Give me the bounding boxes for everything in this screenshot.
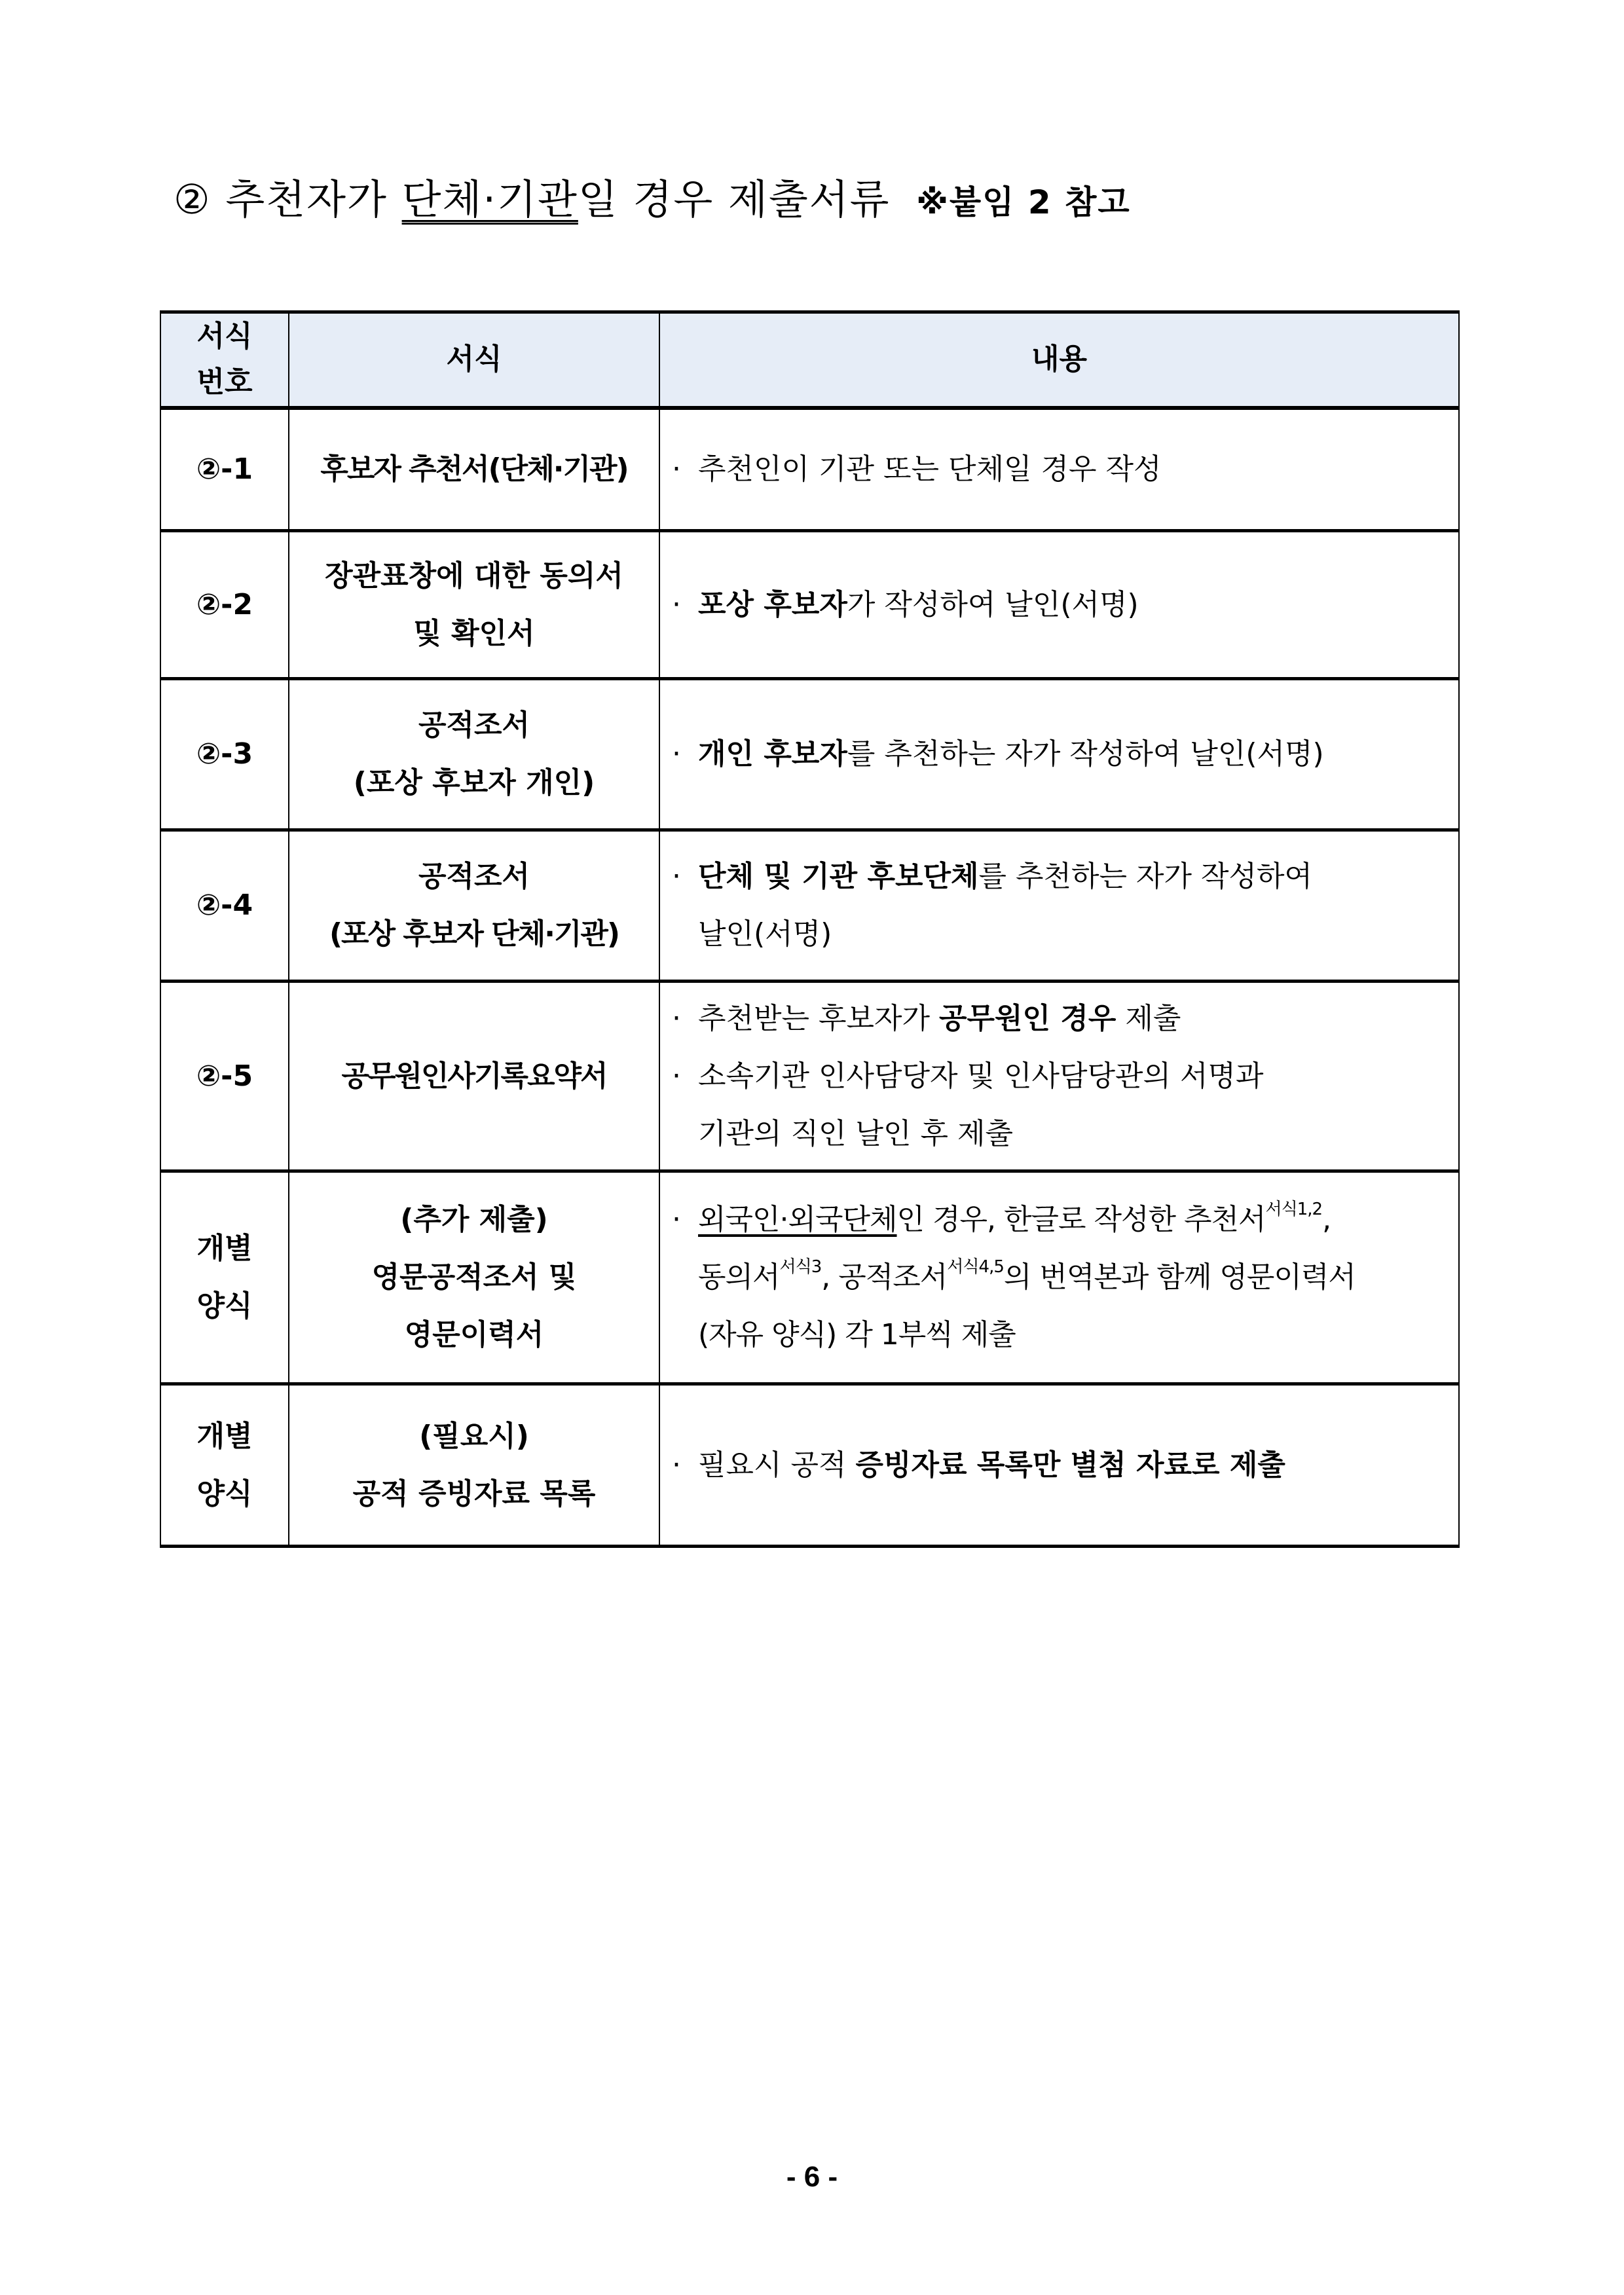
form-name-line: 영문이력서 bbox=[404, 1318, 544, 1351]
form-description bbox=[659, 408, 1459, 531]
desc-continuation: 기관의 직인 날인 후 제출 bbox=[698, 1116, 1013, 1150]
desc-bold: 증빙자료 목록만 별첨 자료로 제출 bbox=[855, 1448, 1285, 1482]
form-number bbox=[160, 1171, 289, 1384]
table-row bbox=[160, 1171, 1459, 1384]
form-number-line: 양식 bbox=[196, 1477, 253, 1511]
form-name-line: (필요시) bbox=[419, 1419, 529, 1453]
desc-text: , 공적조서 bbox=[821, 1260, 948, 1294]
form-number: ②-3 bbox=[160, 679, 289, 830]
header-form-number bbox=[160, 312, 289, 408]
table-header-row bbox=[160, 312, 1459, 408]
desc-text: 제출 bbox=[1116, 1001, 1181, 1035]
header-form: 서식 bbox=[289, 312, 659, 408]
desc-text: 를 추천하는 자가 작성하여 bbox=[978, 860, 1313, 893]
table-row bbox=[160, 830, 1459, 982]
desc-text: 필요시 공적 bbox=[698, 1448, 856, 1482]
bullet: · bbox=[672, 452, 681, 486]
form-description bbox=[659, 1171, 1459, 1384]
table-row bbox=[160, 982, 1459, 1171]
table-row bbox=[160, 408, 1459, 531]
form-name-line: 영문공적조서 및 bbox=[371, 1260, 577, 1294]
desc-text: 소속기관 인사담당자 및 인사담당관의 서명과 bbox=[698, 1059, 1264, 1093]
form-name-line: 공적조서 bbox=[418, 860, 530, 893]
desc-text: 동의서 bbox=[698, 1260, 780, 1294]
desc-underlined: 외국인·외국단체 bbox=[698, 1203, 897, 1236]
bullet: · bbox=[672, 860, 681, 893]
desc-continuation: (자유 양식) 각 1부씩 제출 bbox=[698, 1318, 1016, 1351]
header-content: 내용 bbox=[659, 312, 1459, 408]
form-number: ②-4 bbox=[160, 830, 289, 982]
form-number-line: 개별 bbox=[196, 1232, 253, 1265]
form-name-line: 공적조서 bbox=[418, 708, 530, 742]
form-name-line: (포상 후보자 개인) bbox=[353, 766, 595, 799]
bullet: · bbox=[672, 1448, 681, 1482]
form-description bbox=[659, 679, 1459, 830]
desc-bold: 개인 후보자 bbox=[698, 737, 847, 771]
reference-note: ※붙임 2 참고 bbox=[916, 183, 1131, 221]
form-number-line: 개별 bbox=[196, 1419, 253, 1453]
form-ref-superscript: 서식4,5 bbox=[947, 1257, 1004, 1277]
table-row bbox=[160, 1384, 1459, 1547]
desc-text: 인 경우, 한글로 작성한 추천서 bbox=[896, 1203, 1266, 1236]
form-name bbox=[289, 408, 659, 531]
title-underlined: 단체·기관 bbox=[401, 175, 578, 223]
bullet: · bbox=[672, 1059, 681, 1093]
header-num-line: 서식 bbox=[196, 320, 253, 354]
page-number: - 6 - bbox=[786, 2161, 838, 2193]
form-ref-superscript: 서식3 bbox=[779, 1257, 822, 1277]
bullet: · bbox=[672, 1001, 681, 1035]
desc-bold: 단체 및 기관 후보단체 bbox=[698, 860, 979, 893]
form-description bbox=[659, 830, 1459, 982]
form-name-line: (추가 제출) bbox=[400, 1203, 548, 1236]
desc-text: 의 번역본과 함께 영문이력서 bbox=[1003, 1260, 1356, 1294]
form-description bbox=[659, 531, 1459, 679]
title-prefix: 추천자가 bbox=[225, 175, 402, 223]
desc-bold: 포상 후보자 bbox=[698, 587, 847, 621]
form-name-line: 및 확인서 bbox=[413, 616, 535, 650]
form-name-line: 공적 증빙자료 목록 bbox=[352, 1477, 596, 1511]
form-name bbox=[289, 830, 659, 982]
form-name bbox=[289, 1171, 659, 1384]
desc-text: 추천받는 후보자가 bbox=[698, 1001, 940, 1035]
header-num-line: 번호 bbox=[196, 365, 253, 399]
form-name bbox=[289, 531, 659, 679]
form-description bbox=[659, 1384, 1459, 1547]
form-number-line: 양식 bbox=[196, 1289, 253, 1323]
desc-continuation: 날인(서명) bbox=[698, 917, 832, 951]
desc-text: 가 작성하여 날인(서명) bbox=[847, 587, 1139, 621]
form-name-line: 장관표창에 대한 동의서 bbox=[325, 559, 623, 593]
form-number: ②-5 bbox=[160, 982, 289, 1171]
form-number: ②-1 bbox=[160, 408, 289, 531]
form-name bbox=[289, 982, 659, 1171]
form-name-line: 공무원인사기록요약서 bbox=[341, 1059, 607, 1093]
documents-table bbox=[160, 310, 1460, 1548]
bullet: · bbox=[672, 587, 681, 621]
form-number: ②-2 bbox=[160, 531, 289, 679]
desc-text: , bbox=[1322, 1203, 1331, 1236]
form-name bbox=[289, 1384, 659, 1547]
section-title bbox=[174, 167, 1131, 225]
table-row bbox=[160, 531, 1459, 679]
form-description bbox=[659, 982, 1459, 1171]
form-number bbox=[160, 1384, 289, 1547]
bullet: · bbox=[672, 1203, 680, 1236]
table-row bbox=[160, 679, 1459, 830]
desc-text: 추천인이 기관 또는 단체일 경우 작성 bbox=[698, 452, 1162, 486]
form-name bbox=[289, 679, 659, 830]
title-suffix: 일 경우 제출서류 bbox=[578, 175, 891, 223]
desc-text: 를 추천하는 자가 작성하여 날인(서명) bbox=[847, 737, 1324, 771]
form-ref-superscript: 서식1,2 bbox=[1265, 1200, 1323, 1219]
form-name-line: (포상 후보자 단체·기관) bbox=[329, 917, 619, 951]
form-name-line: 후보자 추천서(단체·기관) bbox=[320, 452, 628, 486]
desc-bold: 공무원인 경우 bbox=[939, 1001, 1116, 1035]
bullet: · bbox=[672, 737, 681, 771]
section-marker: ② bbox=[174, 175, 212, 223]
